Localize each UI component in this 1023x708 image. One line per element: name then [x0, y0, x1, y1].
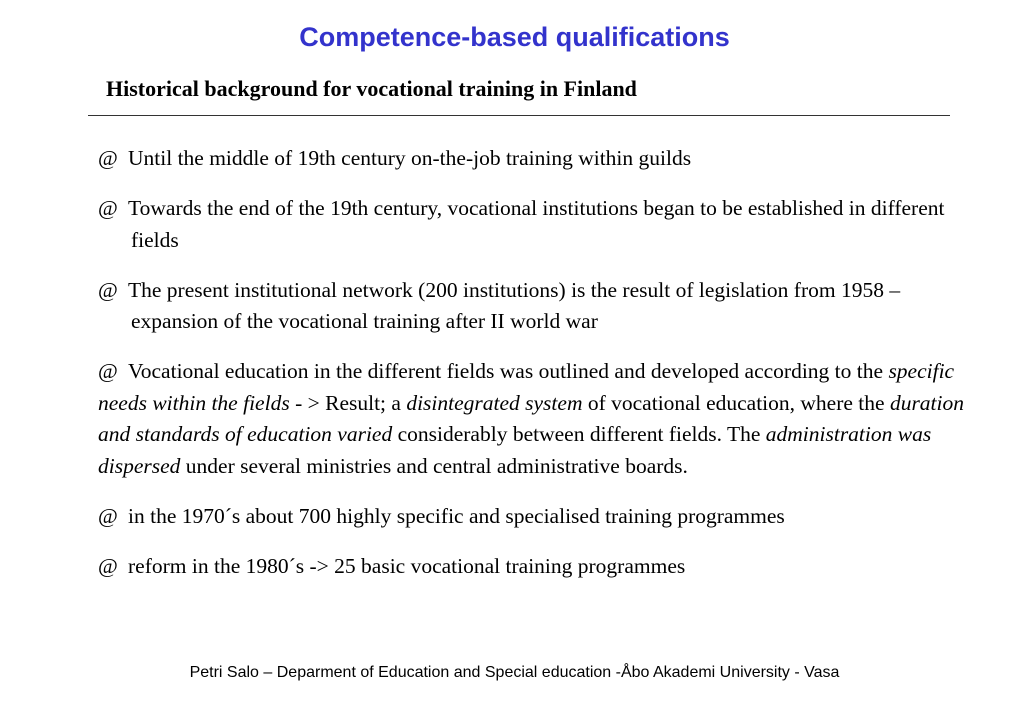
bullet-text: considerably between different fields. The [392, 422, 766, 446]
bullet-list [98, 143, 978, 601]
emphasis-text: administration was dispersed [98, 422, 932, 478]
bullet-text: in the 1970´s about 700 highly specific and specialised training programmes [128, 503, 785, 528]
at-bullet-icon: @ [98, 503, 118, 528]
at-bullet-icon: @ [98, 553, 118, 578]
bullet-item [98, 193, 978, 256]
bullet-text: Vocational education in the different fields was outlined and developed according to the [128, 359, 889, 383]
slide-subtitle: Historical background for vocational training in Finland [106, 76, 637, 101]
bullet-text: The present institutional network (200 institutions) is the result of legislation from 1958 – expansion of the vocational training after II world war [128, 277, 901, 333]
emphasis-text: specific needs within the fields [98, 359, 955, 415]
emphasis-text: disintegrated system [406, 390, 583, 415]
bullet-text: Until the middle of 19th century on-the-job training within guilds [128, 146, 692, 170]
bullet-item [98, 551, 978, 583]
bullet-item [98, 275, 978, 338]
bullet-text: Towards the end of the 19th century, vocational institutions began to be established in different fields [128, 196, 945, 252]
at-bullet-icon: @ [98, 277, 118, 302]
slide-title: Competence-based qualifications [299, 22, 730, 52]
at-bullet-icon: @ [98, 359, 118, 383]
bullet-text: of vocational education, where the [582, 390, 890, 415]
at-bullet-icon: @ [98, 196, 118, 220]
at-bullet-icon: @ [98, 146, 118, 170]
bullet-text: - > Result; a [289, 390, 407, 415]
bullet-item [98, 143, 978, 175]
slide-footer: Petri Salo – Deparment of Education and Special education -Åbo Akademi University - Vasa [189, 664, 840, 681]
bullet-item [98, 501, 978, 533]
bullet-text: under several ministries and central administrative boards. [180, 453, 688, 478]
emphasis-text: duration and standards of education varied [98, 390, 965, 446]
bullet-item [98, 356, 978, 482]
divider [88, 115, 950, 116]
bullet-text: reform in the 1980´s -> 25 basic vocational training programmes [128, 553, 686, 578]
